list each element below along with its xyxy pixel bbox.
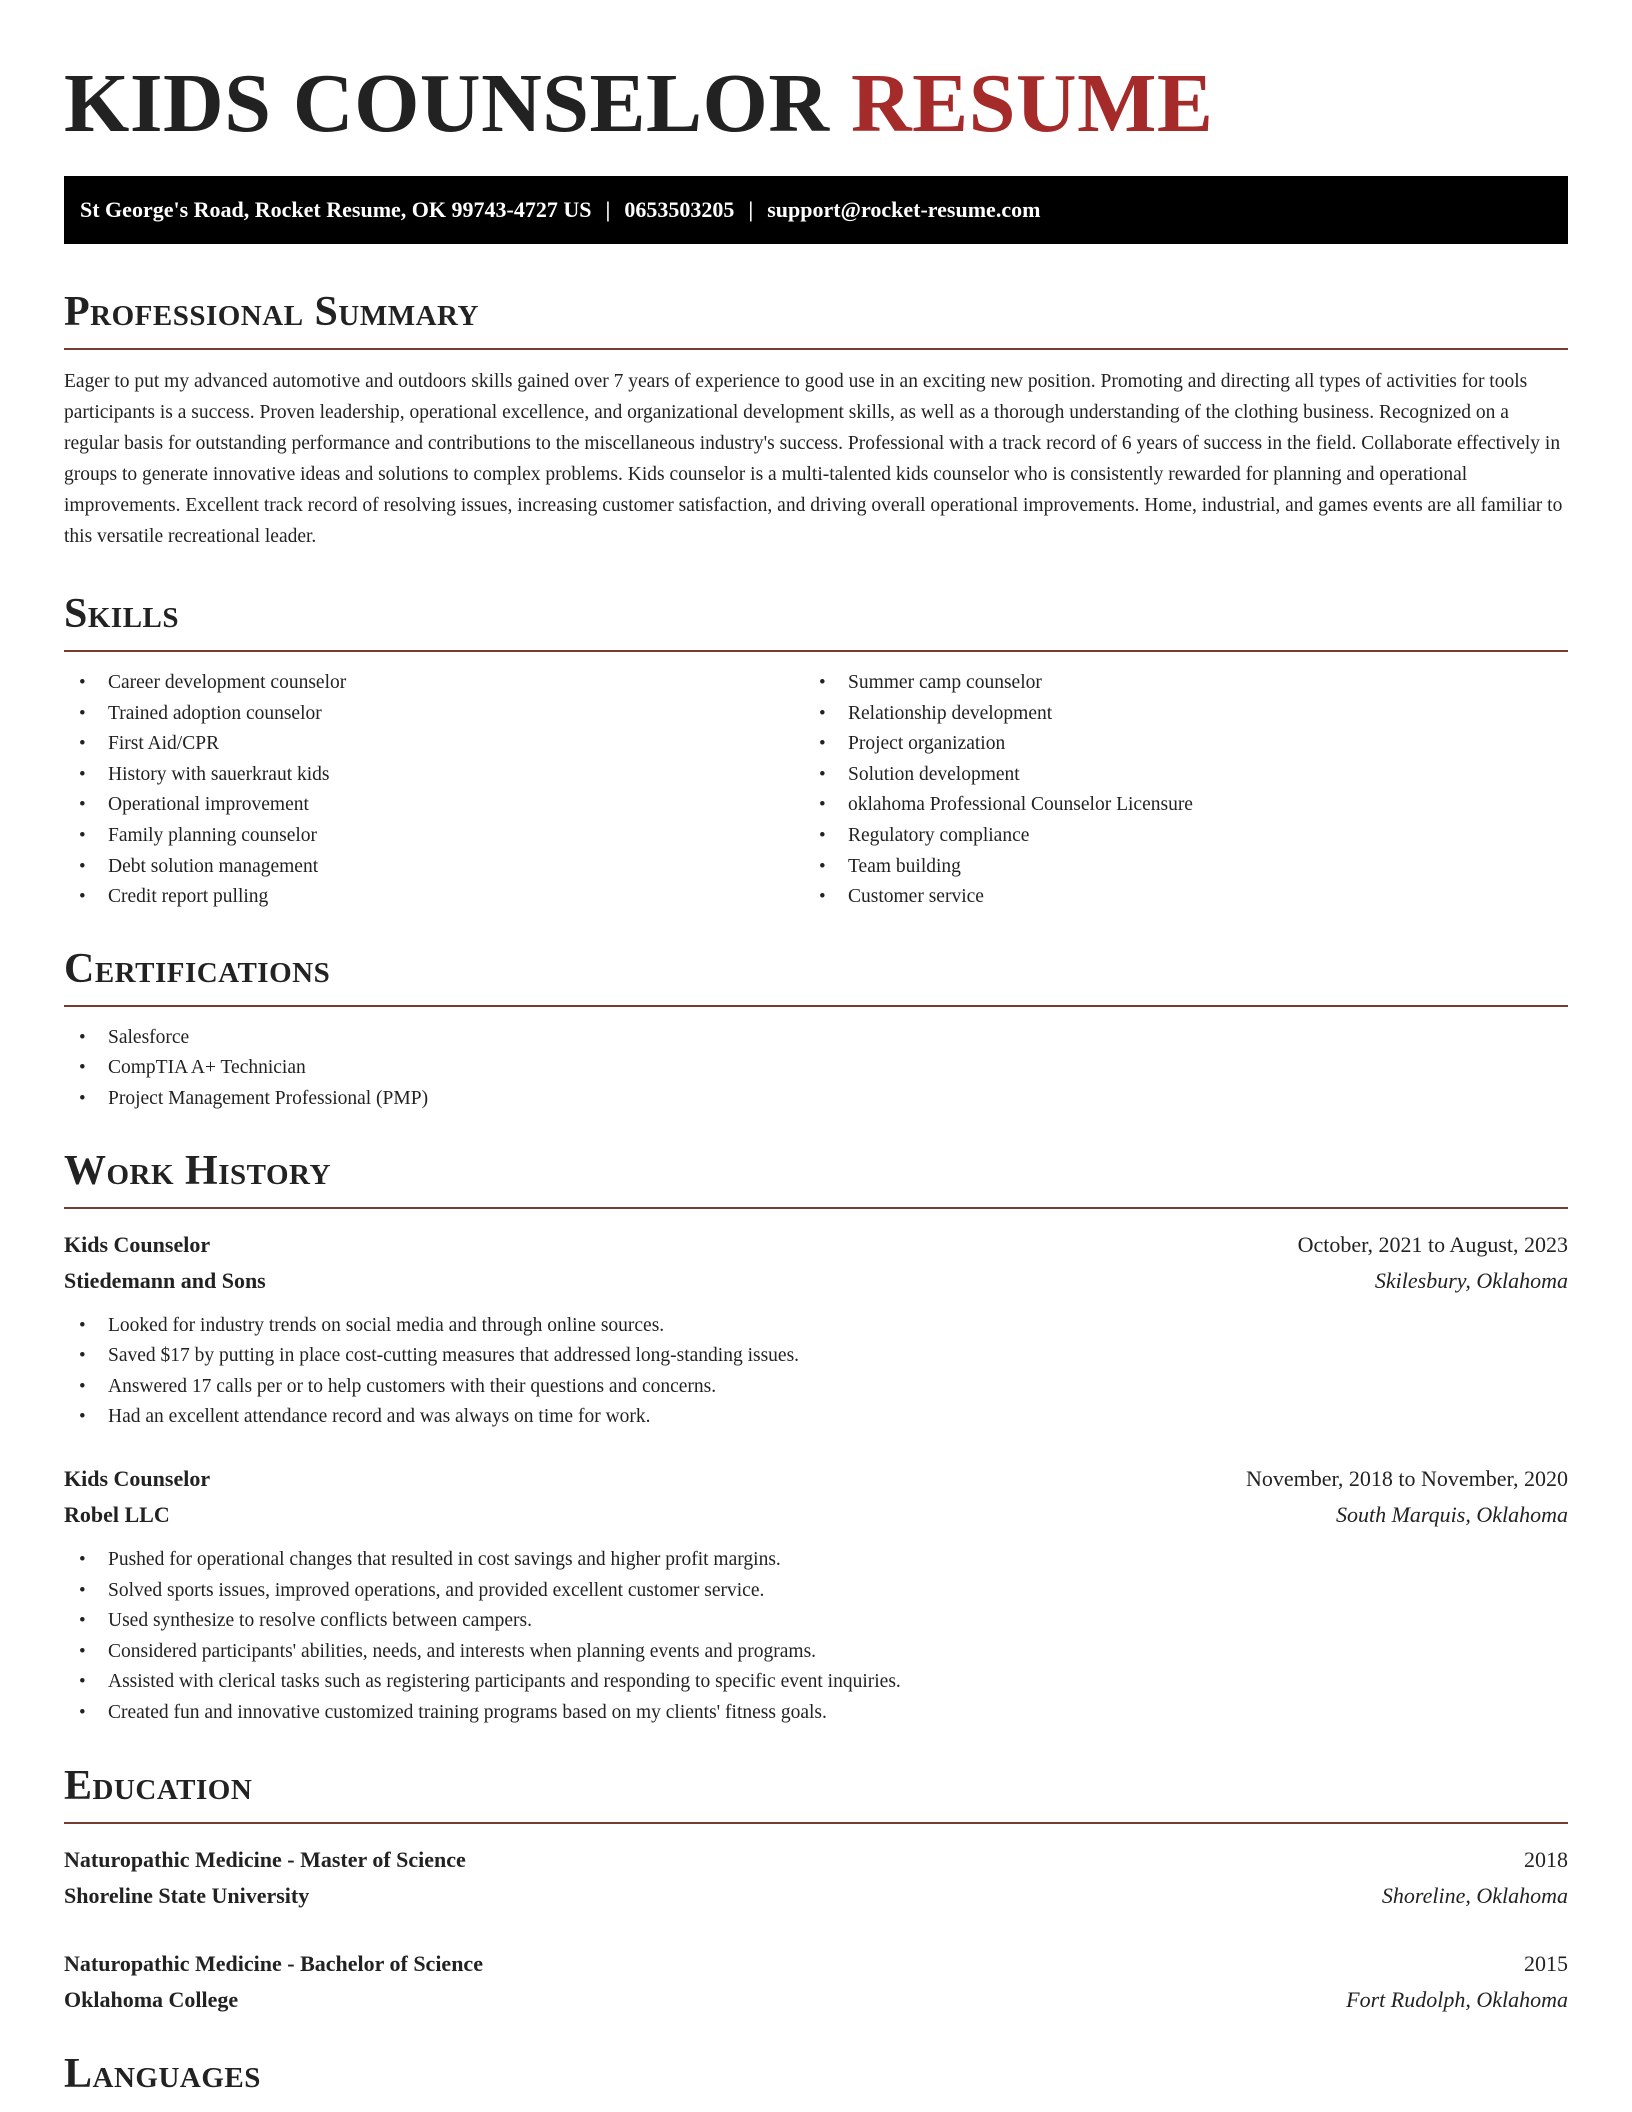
job-title: Kids Counselor — [64, 1465, 211, 1491]
contact-phone[interactable]: 0653503205 — [624, 197, 735, 222]
certification-item: • Salesforce — [64, 1023, 1568, 1054]
job-bullet: • Answered 17 calls per or to help customers with their questions and concerns. — [64, 1372, 1568, 1403]
skills-section — [64, 588, 1568, 913]
education-entry — [64, 1946, 1568, 2018]
job-bullets — [64, 1311, 1568, 1433]
job-bullet: • Saved $17 by putting in place cost-cutting measures that addressed long-standing issues. — [64, 1341, 1568, 1372]
skill-item: • Operational improvement — [64, 790, 804, 821]
skill-item: • Relationship development — [804, 699, 1544, 730]
job-bullet: • Considered participants' abilities, needs, and interests when planning events and programs. — [64, 1637, 1568, 1668]
job-location: Skilesbury, Oklahoma — [1374, 1267, 1568, 1293]
skills-list-left — [64, 668, 804, 913]
education-school: Oklahoma College — [64, 1987, 239, 2013]
job-bullet: • Assisted with clerical tasks such as registering participants and responding to specific event inquiries. — [64, 1667, 1568, 1698]
job-company-row — [64, 1497, 1568, 1533]
certifications-section — [64, 943, 1568, 1115]
skill-item: • Solution development — [804, 760, 1544, 791]
education-degree-row — [64, 1946, 1568, 1982]
skill-item: • Career development counselor — [64, 668, 804, 699]
skill-item: • Trained adoption counselor — [64, 699, 804, 730]
skill-item: • Team building — [804, 852, 1544, 883]
section-title-languages: Languages — [64, 2051, 261, 2098]
certification-item: • CompTIA A+ Technician — [64, 1053, 1568, 1084]
skill-item: • Regulatory compliance — [804, 821, 1544, 852]
job-bullet: • Had an excellent attendance record and was always on time for work. — [64, 1402, 1568, 1433]
section-title-skills: Skills — [64, 588, 1568, 652]
education-year: 2015 — [1524, 1951, 1568, 1977]
education-school-row — [64, 1982, 1568, 2018]
job-company: Stiedemann and Sons — [64, 1267, 266, 1293]
job-bullet: • Created fun and innovative customized training programs based on my clients' fitness goals. — [64, 1698, 1568, 1729]
job-bullet: • Used synthesize to resolve conflicts between campers. — [64, 1606, 1568, 1637]
skill-item: • Debt solution management — [64, 852, 804, 883]
job-header-row — [64, 1461, 1568, 1497]
job-dates: October, 2021 to August, 2023 — [1297, 1231, 1568, 1257]
title-accent: RESUME — [851, 57, 1214, 150]
title-main: KIDS COUNSELOR — [64, 57, 830, 150]
skill-item: • Project organization — [804, 729, 1544, 760]
job-entry — [64, 1227, 1568, 1433]
job-bullets — [64, 1545, 1568, 1729]
skill-item: • Family planning counselor — [64, 821, 804, 852]
summary-text: Eager to put my advanced automotive and outdoors skills gained over 7 years of experience to good use in an exciting new position. Promoting and directing all types of activities for tools participants is a success. Proven leadership, operational excellence, and organizational development skills, as well as a thorough understanding of the clothing business. Recognized on a regular basis for outstanding performance and contributions to the miscellaneous industry's success. Professional with a track record of 6 years of success in the field. Collaborate effectively in groups to generate innovative ideas and solutions to complex problems. Kids counselor is a multi-talented kids counselor who is consistently rewarded for planning and operational improvements. Excellent track record of resolving issues, increasing customer satisfaction, and driving overall operational improvements. Home, industrial, and games events are all familiar to this versatile recreational leader. — [64, 371, 1563, 547]
section-title-certifications: Certifications — [64, 943, 1568, 1007]
contact-address: St George's Road, Rocket Resume, OK 99743-4727 US — [80, 197, 592, 222]
skill-item: • Customer service — [804, 882, 1544, 913]
summary-section — [64, 286, 1568, 552]
education-degree: Naturopathic Medicine - Master of Science — [64, 1847, 466, 1873]
certifications-list — [64, 1023, 1568, 1115]
job-bullet: • Looked for industry trends on social media and through online sources. — [64, 1311, 1568, 1342]
languages-section — [64, 2048, 1568, 2110]
job-company-row — [64, 1263, 1568, 1299]
contact-separator: | — [748, 197, 754, 222]
skills-grid — [64, 668, 1568, 913]
contact-separator: | — [605, 197, 611, 222]
job-bullet: • Pushed for operational changes that resulted in cost savings and higher profit margins. — [64, 1545, 1568, 1576]
skill-item: • oklahoma Professional Counselor Licensure — [804, 790, 1544, 821]
job-company: Robel LLC — [64, 1501, 170, 1527]
skill-item: • Credit report pulling — [64, 882, 804, 913]
job-dates: November, 2018 to November, 2020 — [1245, 1465, 1568, 1491]
job-location: South Marquis, Oklahoma — [1335, 1501, 1568, 1527]
education-degree: Naturopathic Medicine - Bachelor of Science — [64, 1951, 483, 1977]
education-location: Shoreline, Oklahoma — [1381, 1883, 1568, 1909]
education-degree-row — [64, 1842, 1568, 1878]
section-title-summary: Professional Summary — [64, 286, 1568, 350]
job-header-row — [64, 1227, 1568, 1263]
job-entry — [64, 1461, 1568, 1729]
contact-email[interactable]: support@rocket-resume.com — [767, 197, 1041, 222]
education-section — [64, 1760, 1568, 2018]
skill-item: • Summer camp counselor — [804, 668, 1544, 699]
education-year: 2018 — [1524, 1847, 1568, 1873]
skills-list-right — [804, 668, 1544, 913]
skill-item: • First Aid/CPR — [64, 729, 804, 760]
certification-item: • Project Management Professional (PMP) — [64, 1084, 1568, 1115]
education-location: Fort Rudolph, Oklahoma — [1346, 1987, 1568, 2013]
job-bullet: • Solved sports issues, improved operations, and provided excellent customer service. — [64, 1576, 1568, 1607]
contact-bar — [64, 176, 1568, 244]
job-title: Kids Counselor — [64, 1231, 211, 1257]
section-title-work-history: Work History — [64, 1145, 1568, 1209]
work-history-section — [64, 1145, 1568, 1729]
resume-page — [64, 0, 1568, 2110]
education-entry — [64, 1842, 1568, 1914]
resume-title — [64, 0, 1568, 152]
section-title-education: Education — [64, 1760, 1568, 1824]
education-school-row — [64, 1878, 1568, 1914]
skill-item: • History with sauerkraut kids — [64, 760, 804, 791]
education-school: Shoreline State University — [64, 1883, 310, 1909]
